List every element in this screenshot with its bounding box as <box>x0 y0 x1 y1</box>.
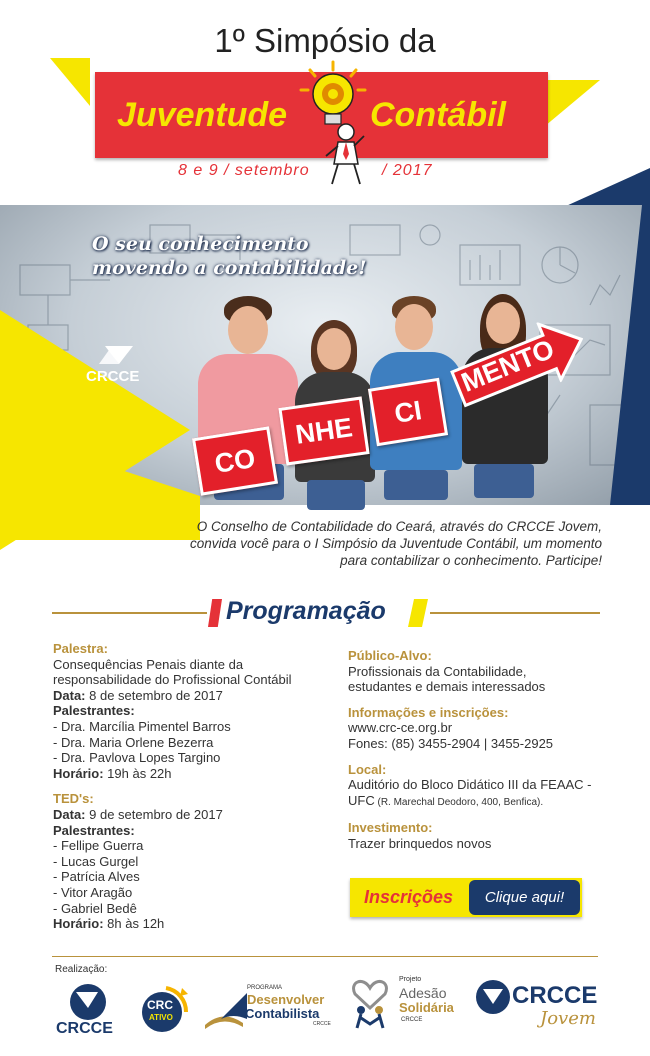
local-line1: Auditório do Bloco Didático III da FEAAC - <box>348 777 592 793</box>
banner-word-contabil: Contábil <box>370 96 506 134</box>
palestra-date <box>53 688 343 704</box>
local-line2-address: (R. Marechal Deodoro, 400, Benfica). <box>374 796 544 808</box>
publico-heading: Público-Alvo: <box>348 648 432 663</box>
palestra-time-label: Horário: <box>53 765 104 781</box>
local-line2 <box>348 793 608 811</box>
yellow-ribbon-right <box>545 80 600 172</box>
divider-left <box>52 612 207 614</box>
inscricoes-label: Inscrições <box>364 887 454 907</box>
palestra-heading: Palestra: <box>53 641 108 656</box>
info-site-link[interactable]: www.crc-ce.org.br <box>348 720 453 736</box>
adesao-line2: Solidária <box>399 1000 454 1015</box>
palestra-time <box>53 766 343 782</box>
local-heading: Local: <box>348 761 387 777</box>
program-left-column <box>53 641 343 932</box>
card-nhe: NHE <box>278 396 369 465</box>
local-line2-main: UFC <box>348 792 375 808</box>
realizacao-label: Realização: <box>55 964 108 975</box>
palestra-speaker: - Dra. Marcília Pimentel Barros <box>53 718 231 734</box>
info-phones: Fones: (85) 3455-2904 | 3455-2925 <box>348 735 554 751</box>
pdc-line1: Desenvolver <box>247 992 325 1007</box>
yellow-tab <box>408 599 428 627</box>
teds-speaker: - Gabriel Bedê <box>53 900 137 916</box>
teds-time <box>53 916 343 932</box>
palestra-date-value: 8 de setembro de 2017 <box>85 687 223 703</box>
palestra-speakers-label: Palestrantes: <box>53 703 135 719</box>
pdc-small-text: PROGRAMA <box>247 985 283 991</box>
palestra-date-label: Data: <box>53 687 86 703</box>
hero-logo-text: CRCCE <box>86 368 140 385</box>
event-date-days: 8 e 9 / setembro <box>178 162 310 179</box>
banner-word-juventude: Juventude <box>117 96 288 134</box>
card-mento-text: MENTO <box>457 333 559 398</box>
adesao-line1: Adesão <box>399 985 447 1001</box>
card-ci: CI <box>368 378 448 447</box>
investimento-heading: Investimento: <box>348 820 433 836</box>
palestra-time-value: 19h às 22h <box>103 765 172 781</box>
yellow-ribbon-left <box>50 58 90 154</box>
hero-tagline-line2: movendo a contabilidade! <box>92 257 367 279</box>
teds-speaker: - Lucas Gurgel <box>53 853 139 869</box>
teds-speaker: - Fellipe Guerra <box>53 838 144 854</box>
hands-heart-icon <box>345 974 395 1030</box>
divider-right <box>430 612 600 614</box>
crcce-jovem-text: CRCCE <box>512 982 598 1009</box>
pdc-line2: Contabilista <box>245 1006 320 1021</box>
teds-date-label: Data: <box>53 806 86 822</box>
adesao-small-text: Projeto <box>399 976 422 983</box>
program-right-column <box>348 648 608 852</box>
event-date-year: / 2017 <box>382 162 433 179</box>
teds-speaker: - Patrícia Alves <box>53 869 140 885</box>
footer-divider <box>52 956 598 957</box>
card-co: CO <box>192 426 278 495</box>
crcce-logo <box>52 982 124 1040</box>
teds-heading: TED's: <box>53 791 94 807</box>
inscricoes-banner <box>350 878 582 917</box>
adesao-solidaria-logo <box>345 974 465 1034</box>
intro-text: O Conselho de Contabilidade do Ceará, através do CRCCE Jovem, convida você para o I Simpósio da Juventude Contábil, um momento para contabilizar o conhecimento. Participe! <box>190 519 602 568</box>
event-title: 1º Simpósio da <box>214 22 436 59</box>
teds-time-label: Horário: <box>53 916 104 932</box>
crc-ativo-top-text: CRC <box>147 998 173 1012</box>
crc-ativo-logo <box>138 982 190 1042</box>
crcce-logo-text: CRCCE <box>56 1020 113 1037</box>
palestra-speaker: - Dra. Maria Orlene Bezerra <box>53 734 214 750</box>
crcce-jovem-sub: Jovem <box>540 1008 596 1029</box>
pdc-tag: CRCCE <box>313 1021 331 1027</box>
click-here-button[interactable]: Clique aqui! <box>469 880 580 915</box>
crcce-jovem-logo <box>474 978 600 1036</box>
desenvolver-contabilista-logo <box>203 985 338 1033</box>
teds-time-value: 8h às 12h <box>103 916 165 932</box>
palestra-desc-line2: responsabilidade do Profissional Contábil <box>53 672 292 688</box>
investimento-value: Trazer brinquedos novos <box>348 835 492 851</box>
programacao-title: Programação <box>226 597 386 625</box>
hero-tagline <box>92 232 367 280</box>
adesao-tag: CRCCE <box>401 1017 423 1023</box>
teds-speaker: - Vitor Aragão <box>53 884 133 900</box>
hero-tagline-line1: O seu conhecimento <box>92 233 309 255</box>
crc-ativo-bottom-text: ATIVO <box>149 1013 173 1022</box>
publico-line1: Profissionais da Contabilidade, <box>348 663 527 679</box>
teds-date <box>53 807 343 823</box>
teds-date-value: 9 de setembro de 2017 <box>85 806 223 822</box>
publico-line2: estudantes e demais interessados <box>348 679 546 695</box>
red-tab <box>208 599 222 627</box>
crcce-jovem-mark-icon <box>474 978 512 1016</box>
teds-speakers-label: Palestrantes: <box>53 822 135 838</box>
crcce-logo-mark-icon <box>52 982 124 1022</box>
palestra-desc-line1: Consequências Penais diante da <box>53 656 244 672</box>
palestra-speaker: - Dra. Pavlova Lopes Targino <box>53 750 221 766</box>
info-heading: Informações e inscrições: <box>348 704 509 720</box>
